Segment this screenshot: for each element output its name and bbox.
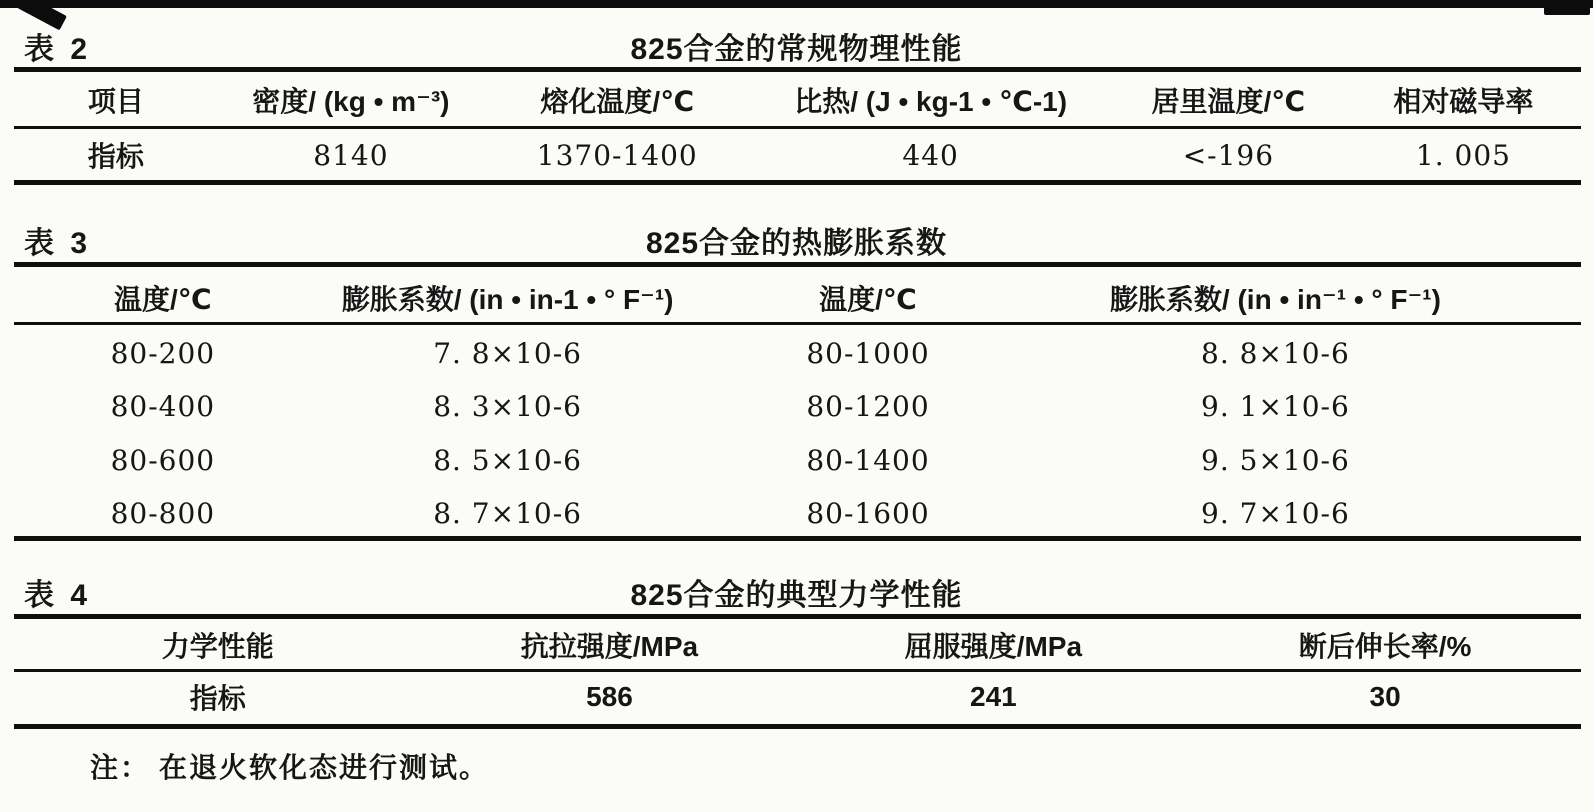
table-2-col-header: 比热/ (J • kg-1 • ℃-1) — [794, 86, 1068, 117]
table-3-data-row — [14, 490, 1581, 536]
table-3-cell: 80-800 — [110, 496, 216, 530]
table-3-col-header: 膨胀系数/ (in • in⁻¹ • ° F⁻¹) — [1109, 284, 1441, 315]
table-2-col-header: 居里温度/℃ — [1151, 86, 1306, 117]
table-2-col-header: 项目 — [87, 86, 144, 117]
table-3-title: 825合金的热膨胀系数 — [645, 227, 948, 260]
table-3-header-row — [14, 276, 1581, 320]
table-4-caption — [0, 570, 1593, 612]
table-3-data-row — [14, 437, 1581, 483]
table-2-col-header: 密度/ (kg • m⁻³) — [252, 86, 450, 117]
table-3-col-header: 膨胀系数/ (in • in-1 • ° F⁻¹) — [341, 284, 674, 315]
table-4-col-header: 抗拉强度/MPa — [520, 631, 699, 662]
table-2-cell: 指标 — [87, 141, 144, 172]
table-2-bottom-rule — [14, 180, 1581, 185]
table-4-cell: 30 — [1369, 681, 1401, 712]
table-3-cell: 8. 5×10-6 — [433, 443, 582, 477]
table-3-cell: 7. 8×10-6 — [433, 336, 582, 370]
table-4-col-header: 屈服强度/MPa — [904, 631, 1083, 662]
table-4-data-row — [14, 676, 1581, 718]
table-2-header-rule — [14, 126, 1581, 129]
table-3-cell: 80-1000 — [806, 336, 930, 370]
table-3-cell: 80-200 — [110, 336, 216, 370]
table-3-cell: 8. 3×10-6 — [433, 389, 582, 423]
table-2-top-rule — [14, 67, 1581, 72]
table-4-footnote: 注： 在退火软化态进行测试。 — [90, 753, 490, 784]
scan-artifact-blob — [1544, 3, 1590, 15]
table-3-header-rule — [14, 322, 1581, 325]
table-3-data-row — [14, 383, 1581, 429]
table-4-cell: 586 — [586, 681, 633, 712]
table-2-title: 825合金的常规物理性能 — [630, 33, 963, 66]
table-3-cell: 9. 5×10-6 — [1201, 443, 1350, 477]
table-3-label: 表 3 — [24, 227, 92, 260]
table-4-col-header: 断后伸长率/% — [1298, 631, 1472, 662]
table-3-cell: 80-600 — [110, 443, 216, 477]
table-2-cell: 1. 005 — [1415, 138, 1511, 172]
table-3-cell: 80-1400 — [806, 443, 930, 477]
table-4-top-rule — [14, 614, 1581, 619]
table-3-cell: 80-400 — [110, 389, 216, 423]
scan-artifact-top-bar — [0, 0, 1593, 8]
table-4-header-rule — [14, 669, 1581, 672]
table-4-col-header: 力学性能 — [161, 631, 274, 662]
table-2-col-header: 熔化温度/℃ — [540, 86, 695, 117]
table-4-cell: 241 — [970, 681, 1017, 712]
table-3-cell: 8. 8×10-6 — [1201, 336, 1350, 370]
table-3-col-header: 温度/℃ — [114, 284, 212, 315]
table-2-cell: 440 — [902, 138, 959, 172]
table-4-cell: 指标 — [189, 683, 246, 714]
table-4-bottom-rule — [14, 724, 1581, 729]
table-3-cell: 8. 7×10-6 — [433, 496, 582, 530]
table-3-caption — [0, 218, 1593, 260]
table-3-cell: 9. 1×10-6 — [1201, 389, 1350, 423]
table-4-header-row — [14, 624, 1581, 666]
table-4-title: 825合金的典型力学性能 — [630, 579, 963, 612]
table-3-cell: 9. 7×10-6 — [1201, 496, 1350, 530]
table-4-label: 表 4 — [24, 579, 92, 612]
table-2-cell: 1370-1400 — [536, 138, 698, 172]
table-2-data-row — [14, 134, 1581, 176]
table-2-cell: <-196 — [1182, 138, 1275, 172]
table-3-cell: 80-1600 — [806, 496, 930, 530]
table-2-cell: 8140 — [313, 138, 389, 172]
table-2-caption — [0, 24, 1593, 66]
table-3-cell: 80-1200 — [806, 389, 930, 423]
table-2-header-row — [14, 78, 1581, 122]
table-2-col-header: 相对磁导率 — [1393, 86, 1534, 117]
table-3-data-row — [14, 330, 1581, 376]
table-3-top-rule — [14, 262, 1581, 267]
table-2-label: 表 2 — [24, 33, 92, 66]
table-3-col-header: 温度/℃ — [819, 284, 917, 315]
table-3-bottom-rule — [14, 536, 1581, 541]
